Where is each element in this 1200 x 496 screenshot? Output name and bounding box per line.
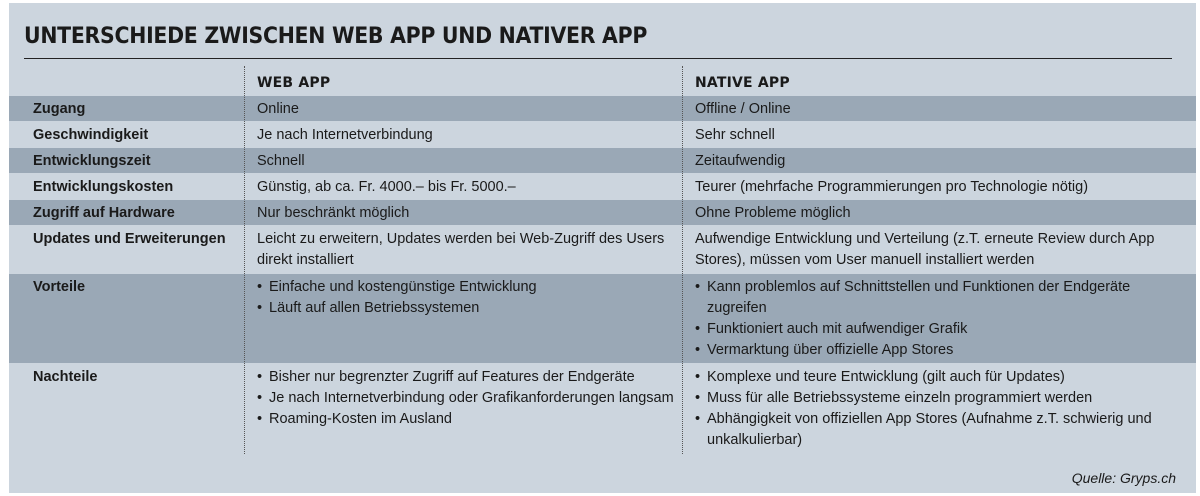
list-item: • Muss für alle Betriebssysteme einzeln programmiert werden — [695, 388, 1185, 409]
list-item: • Kann problemlos auf Schnittstellen und Funktionen der Endgeräte zugreifen — [695, 277, 1185, 319]
native-app-cell: Aufwendige Entwicklung und Verteilung (z.T. erneute Review durch App Stores), müssen vom User manuell installiert werden — [695, 231, 1155, 268]
native-app-cell — [695, 364, 1185, 451]
row-label: Zugang — [33, 101, 86, 117]
native-app-cell: Offline / Online — [695, 101, 791, 117]
list-item: • Vermarktung über offizielle App Stores — [695, 340, 1185, 361]
row-label: Updates und Erweiterungen — [33, 231, 226, 247]
list-item: • Funktioniert auch mit aufwendiger Grafik — [695, 319, 1185, 340]
web-app-cell: Schnell — [257, 153, 305, 169]
native-app-cell: Ohne Probleme möglich — [695, 205, 851, 221]
list-item: • Abhängigkeit von offiziellen App Stores (Aufnahme z.T. schwierig und unkalkulierbar) — [695, 409, 1185, 451]
table-row — [9, 122, 1196, 147]
table-row — [9, 200, 1196, 225]
web-app-cell: Günstig, ab ca. Fr. 4000.– bis Fr. 5000.– — [257, 179, 516, 195]
list-item: • Läuft auf allen Betriebssystemen — [257, 298, 682, 319]
table-row — [9, 174, 1196, 199]
list-item: • Komplexe und teure Entwicklung (gilt auch für Updates) — [695, 367, 1185, 388]
header-native-app: NATIVE APP — [695, 75, 790, 91]
row-label: Zugriff auf Hardware — [33, 205, 175, 221]
column-divider — [244, 66, 245, 454]
web-app-cell: Online — [257, 101, 299, 117]
list-item: • Roaming-Kosten im Ausland — [257, 409, 682, 430]
web-app-cell — [257, 364, 682, 430]
column-divider — [682, 66, 683, 454]
table-row — [9, 364, 1196, 456]
header-row — [9, 70, 1196, 95]
list-item: • Bisher nur begrenzter Zugriff auf Features der Endgeräte — [257, 367, 682, 388]
native-app-cell: Sehr schnell — [695, 127, 775, 143]
web-app-cell: Leicht zu erweitern, Updates werden bei Web-Zugriff des Users direkt installiert — [257, 231, 665, 268]
native-app-cell — [695, 274, 1185, 361]
row-label: Entwicklungszeit — [33, 153, 151, 169]
title-rule — [24, 58, 1172, 59]
native-app-cell: Teurer (mehrfache Programmierungen pro Technologie nötig) — [695, 179, 1089, 195]
web-app-cell: Je nach Internetverbindung — [257, 127, 433, 143]
header-web-app: WEB APP — [257, 75, 331, 91]
table-row — [9, 96, 1196, 121]
web-app-cell — [257, 274, 682, 319]
web-app-cell: Nur beschränkt möglich — [257, 205, 410, 221]
table-title: UNTERSCHIEDE ZWISCHEN WEB APP UND NATIVER APP — [24, 24, 648, 49]
row-label: Nachteile — [33, 369, 98, 385]
row-label: Vorteile — [33, 279, 86, 295]
row-label: Entwicklungskosten — [33, 179, 174, 195]
list-item: • Je nach Internetverbindung oder Grafikanforderungen langsam — [257, 388, 682, 409]
row-label: Geschwindigkeit — [33, 127, 149, 143]
list-item: • Einfache und kostengünstige Entwicklung — [257, 277, 682, 298]
table-row — [9, 226, 1196, 273]
table-row — [9, 148, 1196, 173]
table-row — [9, 274, 1196, 363]
native-app-cell: Zeitaufwendig — [695, 153, 786, 169]
source-note: Quelle: Gryps.ch — [1071, 470, 1176, 486]
